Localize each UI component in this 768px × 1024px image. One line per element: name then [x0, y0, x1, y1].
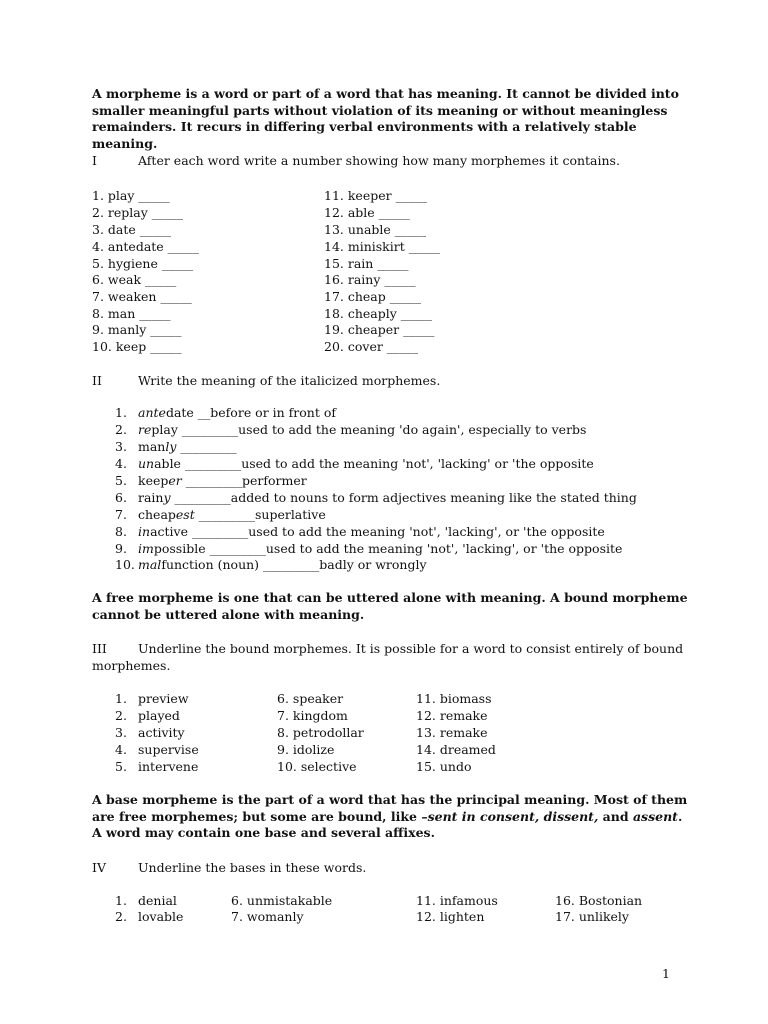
section-2-number: II	[92, 373, 102, 388]
list-item: 1.	[115, 405, 127, 420]
list-item: 8.	[115, 524, 127, 539]
free-bound-definition: A free morpheme is one that can be uttered alone with meaning. A bound morpheme cannot be uttered alone with meaning.	[92, 590, 688, 622]
section-3-instruction-cont: morphemes.	[92, 658, 171, 673]
list-item: 15. undo	[416, 759, 472, 774]
list-item: 13. remake	[416, 725, 488, 740]
list-item: intervene	[138, 759, 199, 774]
list-item: 17. unlikely	[555, 909, 629, 924]
list-item-number: 1.	[115, 893, 127, 908]
list-item: 13. unable _____	[324, 222, 427, 237]
list-item: 9.	[115, 541, 127, 556]
list-item: 10. keep _____	[92, 339, 182, 354]
list-item: 11. keeper _____	[324, 188, 427, 203]
list-item-text: malfunction (noun) _________badly or wrongly	[138, 557, 427, 572]
section-1-number: I	[92, 153, 97, 168]
list-item-number: 2.	[115, 909, 127, 924]
list-item: 10. selective	[277, 759, 357, 774]
list-item: 7.	[115, 507, 127, 522]
list-item: 16. rainy _____	[324, 272, 416, 287]
list-item-text: unable _________used to add the meaning 'not', 'lacking' or 'the opposite	[138, 456, 594, 471]
list-item-number: 3.	[115, 725, 127, 740]
list-item-text: replay _________used to add the meaning 'do again', especially to verbs	[138, 422, 587, 437]
section-1-instruction: After each word write a number showing how many morphemes it contains.	[138, 153, 620, 168]
list-item: 6. weak _____	[92, 272, 177, 287]
list-item-text: rainy _________added to nouns to form adjectives meaning like the stated thing	[138, 490, 637, 505]
list-item: 20. cover _____	[324, 339, 419, 354]
list-item: 6. unmistakable	[231, 893, 333, 908]
list-item: 12. remake	[416, 708, 488, 723]
section-2-instruction: Write the meaning of the italicized morphemes.	[138, 373, 441, 388]
list-item: 7. womanly	[231, 909, 304, 924]
list-item-number: 2.	[115, 708, 127, 723]
list-item: 2. replay _____	[92, 205, 184, 220]
list-item-text: antedate __before or in front of	[138, 405, 337, 420]
list-item: 18. cheaply _____	[324, 306, 433, 321]
list-item: 8. petrodollar	[277, 725, 364, 740]
list-item: 12. lighten	[416, 909, 485, 924]
section-3-instruction: Underline the bound morphemes. It is possible for a word to consist entirely of bound	[138, 641, 684, 656]
section-3-number: III	[92, 641, 107, 656]
list-item: lovable	[138, 909, 184, 924]
list-item: 8. man _____	[92, 306, 171, 321]
list-item: 10.	[115, 557, 135, 572]
list-item: 15. rain _____	[324, 256, 409, 271]
list-item: 5. hygiene _____	[92, 256, 194, 271]
list-item: 1. play _____	[92, 188, 170, 203]
list-item: 9. idolize	[277, 742, 335, 757]
list-item: 5.	[115, 473, 127, 488]
list-item: 3.	[115, 439, 127, 454]
list-item: 16. Bostonian	[555, 893, 643, 908]
list-item: supervise	[138, 742, 199, 757]
list-item: 2.	[115, 422, 127, 437]
list-item-text: impossible _________used to add the meaning 'not', 'lacking', or 'the opposite	[138, 541, 623, 556]
list-item: 4. antedate _____	[92, 239, 199, 254]
page-number: 1	[662, 966, 670, 981]
list-item-number: 5.	[115, 759, 127, 774]
list-item: 3. date _____	[92, 222, 171, 237]
list-item: 7. kingdom	[277, 708, 348, 723]
morpheme-definition: A morpheme is a word or part of a word that has meaning. It cannot be divided into smaller meaningful parts without violation of its meaning or without meaningless remainders. It recurs in differing verbal environments with a relatively stable meaning.	[92, 86, 679, 151]
list-item: 6. speaker	[277, 691, 344, 706]
list-item: played	[138, 708, 180, 723]
list-item: 9. manly _____	[92, 322, 182, 337]
list-item: 19. cheaper _____	[324, 322, 435, 337]
list-item: 14. miniskirt _____	[324, 239, 440, 254]
section-4-number: IV	[92, 860, 106, 875]
section-4-instruction: Underline the bases in these words.	[138, 860, 367, 875]
list-item: activity	[138, 725, 185, 740]
base-morpheme-definition: A base morpheme is the part of a word that has the principal meaning. Most of them are free morphemes; but some are bound, like –sent in consent, dissent, and assent. A word may contain one base and several affixes.	[92, 792, 688, 840]
list-item-text: cheapest _________superlative	[138, 507, 326, 522]
list-item: 11. infamous	[416, 893, 498, 908]
list-item-number: 4.	[115, 742, 127, 757]
list-item-number: 1.	[115, 691, 127, 706]
list-item-text: keeper _________performer	[138, 473, 307, 488]
list-item: 7. weaken _____	[92, 289, 192, 304]
list-item: 11. biomass	[416, 691, 492, 706]
list-item: 12. able _____	[324, 205, 410, 220]
list-item: 14. dreamed	[416, 742, 496, 757]
list-item: denial	[138, 893, 177, 908]
list-item: preview	[138, 691, 189, 706]
list-item: 6.	[115, 490, 127, 505]
list-item-text: inactive _________used to add the meaning 'not', 'lacking', or 'the opposite	[138, 524, 605, 539]
list-item: 4.	[115, 456, 127, 471]
list-item: 17. cheap _____	[324, 289, 421, 304]
list-item-text: manly _________	[138, 439, 237, 454]
